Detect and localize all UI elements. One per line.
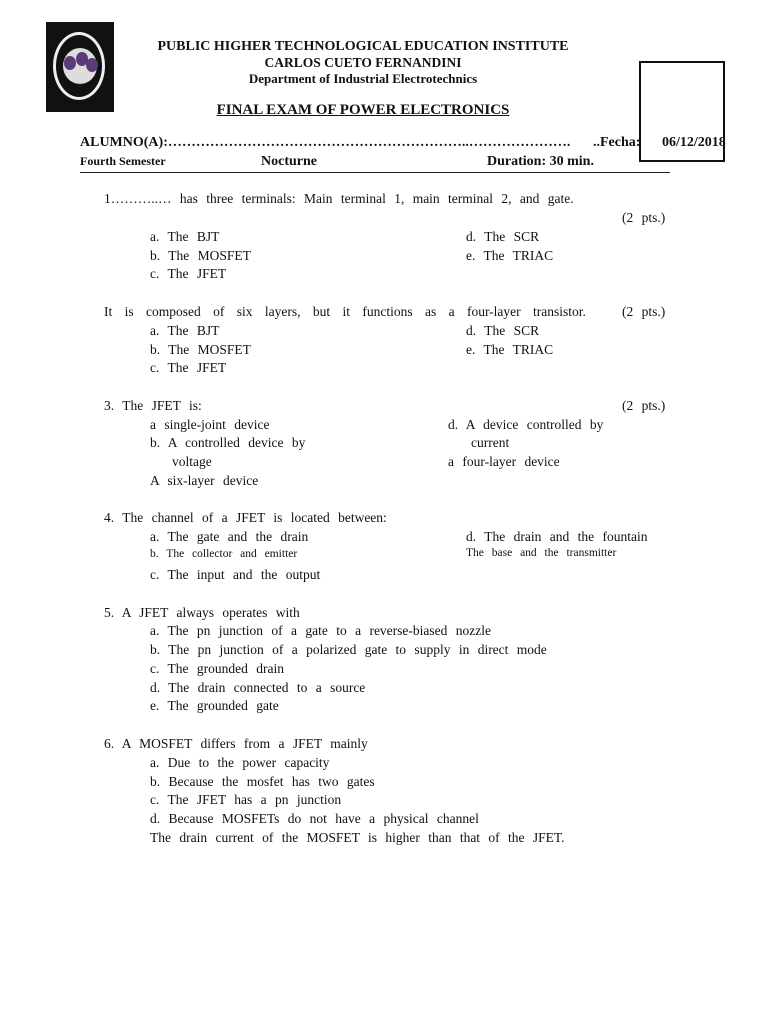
q3-option-b: b. A controlled device by (150, 435, 306, 450)
q4-option-d: d. The drain and the fountain (466, 529, 648, 544)
question-3: 3. The JFET is: (104, 398, 202, 413)
q2-option-a: a. The BJT (150, 323, 220, 338)
q2-option-e: e. The TRIAC (466, 342, 554, 357)
q1-option-b: b. The MOSFET (150, 248, 251, 263)
question-1: 1………..… has three terminals: Main terminal 1, main terminal 2, and gate. (104, 191, 574, 206)
q1-option-a: a. The BJT (150, 229, 220, 244)
q2-option-c: c. The JFET (150, 360, 227, 375)
q4-option-c: c. The input and the output (150, 567, 321, 582)
q5-option-e: e. The grounded gate (150, 698, 279, 713)
q3-option-b-cont: voltage (172, 454, 212, 469)
date-label: ..Fecha: (593, 135, 641, 150)
q3-option-e: a four-layer device (448, 454, 560, 469)
question-6: 6. A MOSFET differs from a JFET mainly (104, 736, 368, 751)
q6-option-b: b. Because the mosfet has two gates (150, 774, 375, 789)
q2-option-d: d. The SCR (466, 323, 540, 338)
q5-option-c: c. The grounded drain (150, 661, 284, 676)
q2-points: (2 pts.) (622, 304, 666, 319)
institute-name: PUBLIC HIGHER TECHNOLOGICAL EDUCATION INSTITUTE (157, 39, 569, 54)
duration: Duration: 30 min. (487, 154, 594, 169)
q6-option-e: The drain current of the MOSFET is higher than that of the JFET. (150, 830, 565, 845)
q4-option-a: a. The gate and the drain (150, 529, 309, 544)
q1-option-c: c. The JFET (150, 266, 227, 281)
exam-title: FINAL EXAM OF POWER ELECTRONICS (216, 102, 510, 118)
q3-option-d-cont: current (471, 435, 510, 450)
q6-option-a: a. Due to the power capacity (150, 755, 330, 770)
question-5: 5. A JFET always operates with (104, 605, 300, 620)
semester: Fourth Semester (80, 154, 166, 168)
date-value: 06/12/2018 (662, 135, 726, 150)
q5-option-a: a. The pn junction of a gate to a reverse-biased nozzle (150, 623, 492, 638)
q4-option-b: b. The collector and emitter (150, 548, 298, 560)
department: Department of Industrial Electrotechnics (248, 71, 478, 86)
q6-option-c: c. The JFET has a pn junction (150, 792, 342, 807)
q2-option-b: b. The MOSFET (150, 342, 251, 357)
logo-f-glyph (86, 58, 98, 72)
q4-option-e: The base and the transmitter (466, 547, 617, 559)
q5-option-d: d. The drain connected to a source (150, 680, 366, 695)
q3-points: (2 pts.) (622, 398, 666, 413)
header-rule (80, 172, 670, 173)
institute-subname: CARLOS CUETO FERNANDINI (264, 55, 462, 70)
q5-option-b: b. The pn junction of a polarized gate to supply in direct mode (150, 642, 547, 657)
student-field: ALUMNO(A):………………………………………………………..…………………. (80, 135, 571, 150)
logo-c-glyph (64, 56, 76, 70)
question-4: 4. The channel of a JFET is located between: (104, 510, 387, 525)
q3-option-d: d. A device controlled by (448, 417, 604, 432)
q3-option-a: a single-joint device (150, 417, 270, 432)
q3-option-c: A six-layer device (150, 473, 259, 488)
institute-logo (46, 22, 114, 112)
q6-option-d: d. Because MOSFETs do not have a physical channel (150, 811, 479, 826)
q1-points: (2 pts.) (622, 210, 666, 225)
question-2: It is composed of six layers, but it functions as a four-layer transistor. (104, 304, 586, 319)
q1-option-e: e. The TRIAC (466, 248, 554, 263)
q1-option-d: d. The SCR (466, 229, 540, 244)
shift: Nocturne (261, 154, 317, 169)
